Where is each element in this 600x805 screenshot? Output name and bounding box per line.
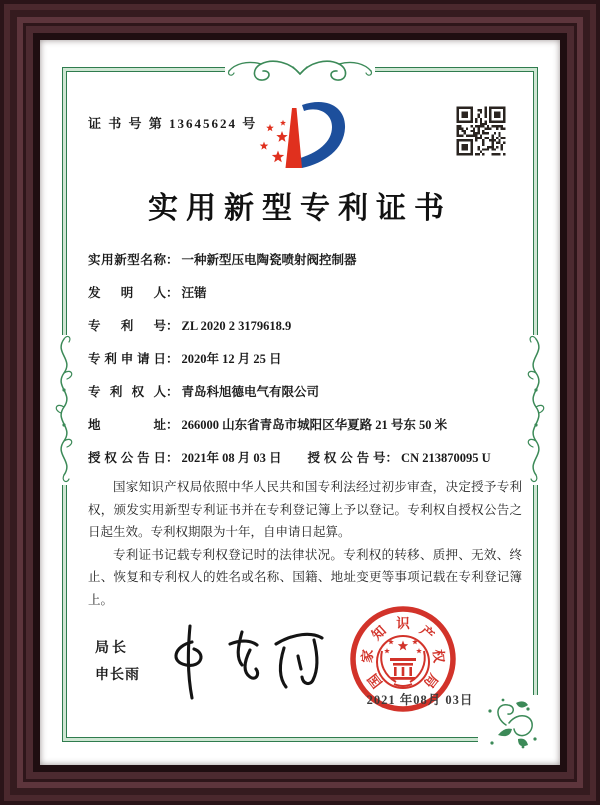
field-label: 实用新型名称 xyxy=(88,253,166,267)
field-value: 一种新型压电陶瓷喷射阀控制器 xyxy=(181,253,357,267)
field-colon: ： xyxy=(166,352,179,366)
field-colon: ： xyxy=(166,319,179,333)
field-pair xyxy=(88,352,282,366)
field-value: 2021年 08 月 03 日 xyxy=(181,451,282,465)
logo-blue-p xyxy=(297,102,345,168)
signer-name: 申长雨 xyxy=(95,666,140,682)
svg-text:产: 产 xyxy=(417,622,438,643)
field-pair xyxy=(308,451,491,465)
svg-text:权: 权 xyxy=(430,648,447,664)
signer-title: 局长 xyxy=(95,639,129,655)
field-colon: ： xyxy=(166,451,179,465)
left-scroll-ornament xyxy=(49,335,79,485)
field-pair xyxy=(88,418,447,432)
certificate-title: 实用新型专利证书 xyxy=(148,192,452,225)
field-colon: ： xyxy=(385,451,399,465)
field-value: 2020年 12 月 25 日 xyxy=(181,352,282,366)
fields-section xyxy=(88,250,536,481)
field-label: 授权公告日 xyxy=(88,451,166,465)
top-flourish-ornament xyxy=(225,52,375,88)
field-label: 专利号 xyxy=(88,319,166,333)
field-value: ZL 2020 2 3179618.9 xyxy=(181,319,292,333)
field-colon: ： xyxy=(166,418,179,432)
field-pair xyxy=(88,286,207,300)
field-pair xyxy=(88,385,319,399)
national-emblem xyxy=(377,636,429,688)
field-pair xyxy=(88,253,357,267)
field-row xyxy=(88,316,536,336)
field-value: CN 213870095 U xyxy=(401,451,491,465)
certificate-number: 证 书 号 第 13645624 号 xyxy=(88,116,258,131)
field-pair xyxy=(88,319,291,333)
field-label: 专利权人 xyxy=(88,385,166,399)
field-row xyxy=(88,250,536,270)
field-row xyxy=(88,382,536,402)
field-value: 266000 山东省青岛市城阳区华夏路 21 号东 50 米 xyxy=(181,418,448,432)
commissioner-signature xyxy=(158,620,333,702)
field-value: 青岛科旭德电气有限公司 xyxy=(181,385,320,399)
logo-red-wedge xyxy=(286,108,303,168)
field-colon: ： xyxy=(166,286,179,300)
logo-stars xyxy=(260,120,288,163)
svg-text:家: 家 xyxy=(359,648,376,664)
svg-text:知: 知 xyxy=(368,622,389,643)
field-row xyxy=(88,448,536,468)
field-label: 授权公告号 xyxy=(307,451,386,465)
body-paragraph: 国家知识产权局依照中华人民共和国专利法经过初步审查，决定授予专利权，颁发实用新型专利证书并在专利登记簿上予以登记。专利权自授权公告之日起生效。专利权期限为十年，自申请日起算。 xyxy=(88,480,522,539)
svg-text:局: 局 xyxy=(420,670,442,691)
field-label: 专利申请日 xyxy=(88,352,166,366)
qr-code xyxy=(452,102,510,160)
field-value: 汪锴 xyxy=(181,286,207,300)
svg-text:国: 国 xyxy=(364,670,386,691)
body-paragraphs xyxy=(88,476,522,611)
cnipa-logo-icon xyxy=(244,95,356,183)
svg-text:识: 识 xyxy=(396,616,410,631)
field-label: 地址 xyxy=(88,418,166,432)
certificate-paper xyxy=(40,40,560,765)
field-row xyxy=(88,283,536,303)
seal-text-arc xyxy=(359,615,448,691)
field-colon: ： xyxy=(166,385,179,399)
body-paragraph: 专利证书记载专利权登记时的法律状况。专利权的转移、质押、无效、终止、恢复和专利权人的姓名或名称、国籍、地址变更等事项记载在专利登记簿上。 xyxy=(88,547,522,607)
field-label: 发明人 xyxy=(88,286,166,300)
field-colon: ： xyxy=(166,253,179,267)
field-row xyxy=(88,415,536,435)
field-row xyxy=(88,349,536,369)
field-pair xyxy=(88,451,282,465)
seal-date: 2021 年08月 03日 xyxy=(366,693,474,707)
